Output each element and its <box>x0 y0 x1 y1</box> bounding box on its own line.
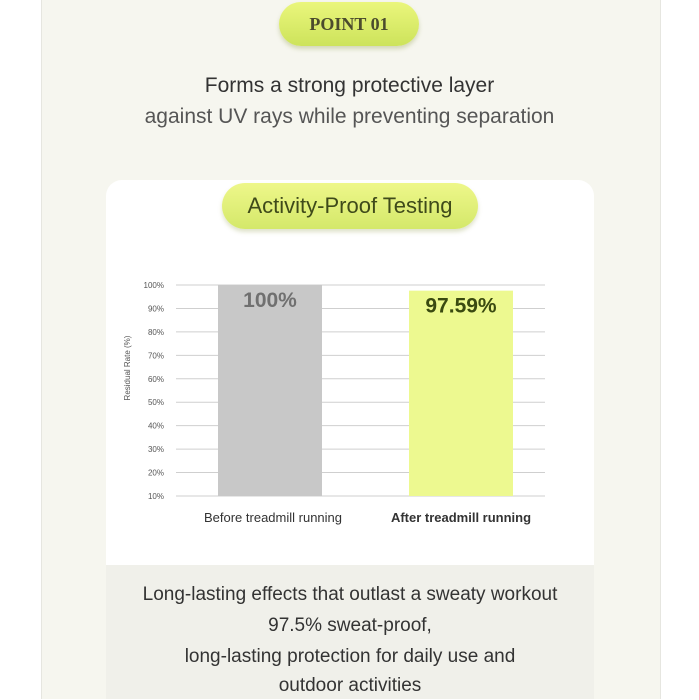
y-tick-label: 20% <box>147 468 164 478</box>
headline-line-2: against UV rays while preventing separation <box>144 105 555 128</box>
description-line-1: Long-lasting effects that outlast a sweaty workout <box>142 584 558 605</box>
y-tick-label: 100% <box>143 281 164 290</box>
y-tick-label: 10% <box>147 492 164 501</box>
y-tick-label: 80% <box>147 327 164 337</box>
description-line-2: 97.5% sweat-proof, <box>268 615 432 636</box>
y-axis-label: Residual Rate (%) <box>123 335 132 401</box>
y-tick-label: 70% <box>147 351 164 361</box>
test-title-badge: Activity-Proof Testing <box>222 183 478 229</box>
category-label: Before treadmill running <box>203 510 343 525</box>
y-tick-label: 50% <box>147 398 164 408</box>
y-tick-label: 30% <box>147 445 164 455</box>
bar-before <box>218 285 322 496</box>
bar-value-label: 100% <box>243 289 297 312</box>
bar-value-label: 97.59% <box>425 294 497 318</box>
y-tick-label: 40% <box>147 421 164 431</box>
bar-after <box>409 291 513 496</box>
point-badge: POINT 01 <box>279 2 419 46</box>
description-line-4: outdoor activities <box>278 675 422 696</box>
y-tick-label: 60% <box>147 374 164 384</box>
category-label: After treadmill running <box>390 510 532 525</box>
description-line-3: long-lasting protection for daily use and <box>184 646 516 667</box>
headline-line-1: Forms a strong protective layer <box>204 74 495 97</box>
y-tick-label: 90% <box>147 304 164 314</box>
